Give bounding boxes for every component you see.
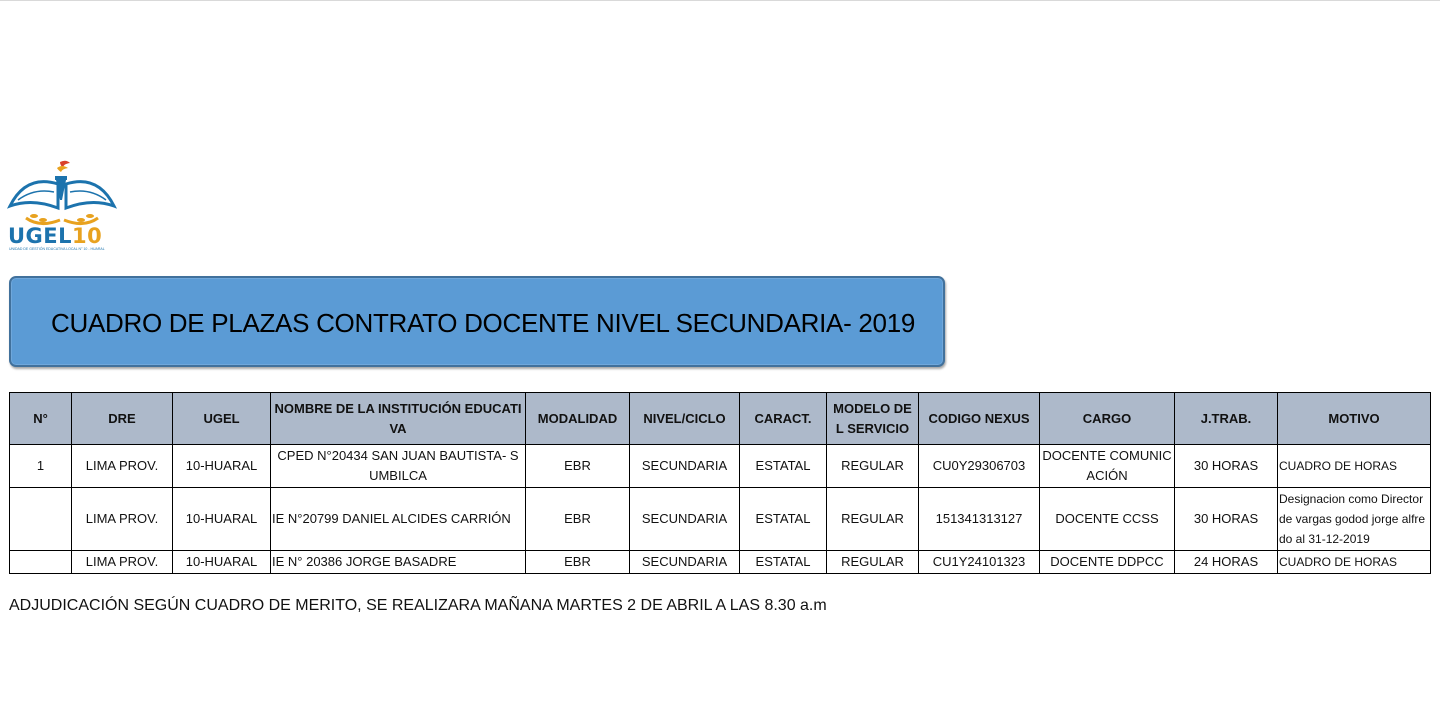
cell-nivel: SECUNDARIA [630,551,740,574]
page-title: CUADRO DE PLAZAS CONTRATO DOCENTE NIVEL SECUNDARIA- 2019 [51,308,916,338]
cell-codigo: 151341313127 [919,488,1040,551]
top-divider [0,0,1440,1]
cell-cargo: DOCENTE CCSS [1040,488,1175,551]
table-row [10,488,1431,551]
cell-nivel: SECUNDARIA [630,445,740,488]
cell-modalidad: EBR [526,445,630,488]
cell-numero [10,551,72,574]
cell-jornada: 24 HORAS [1175,551,1278,574]
col-header-modalidad: MODALIDAD [526,393,630,445]
cell-institucion: IE N°20799 DANIEL ALCIDES CARRIÓN [271,488,526,551]
cell-modelo: REGULAR [827,445,919,488]
cell-modelo: REGULAR [827,488,919,551]
cell-institucion: IE N° 20386 JORGE BASADRE [271,551,526,574]
table-header-row [10,393,1431,445]
open-book-torch-icon [6,158,118,228]
col-header-cargo: CARGO [1040,393,1175,445]
cell-dre: LIMA PROV. [72,551,173,574]
cell-cargo: DOCENTE COMUNICACIÓN [1040,445,1175,488]
col-header-modelo: MODELO DE L SERVICIO [827,393,919,445]
cell-motivo: Designacion como Director de vargas godod jorge alfredo al 31-12-2019 [1278,488,1431,551]
cell-cargo: DOCENTE DDPCC [1040,551,1175,574]
cell-codigo: CU1Y24101323 [919,551,1040,574]
col-header-jornada: J.TRAB. [1175,393,1278,445]
col-header-motivo: MOTIVO [1278,393,1431,445]
cell-ugel: 10-HUARAL [173,488,271,551]
ugel-logo [6,158,118,254]
col-header-numero: N° [10,393,72,445]
col-header-ugel: UGEL [173,393,271,445]
table-row [10,445,1431,488]
col-header-institucion: NOMBRE DE LA INSTITUCIÓN EDUCATIVA [271,393,526,445]
col-header-nivel: NIVEL/CICLO [630,393,740,445]
cell-modalidad: EBR [526,551,630,574]
cell-institucion: CPED N°20434 SAN JUAN BAUTISTA- SUMBILCA [271,445,526,488]
cell-dre: LIMA PROV. [72,445,173,488]
plazas-table [9,392,1431,574]
cell-caract: ESTATAL [740,488,827,551]
cell-jornada: 30 HORAS [1175,445,1278,488]
cell-motivo: CUADRO DE HORAS [1278,551,1431,574]
cell-nivel: SECUNDARIA [630,488,740,551]
cell-modalidad: EBR [526,488,630,551]
cell-numero: 1 [10,445,72,488]
cell-ugel: 10-HUARAL [173,551,271,574]
cell-caract: ESTATAL [740,445,827,488]
logo-subtitle: UNIDAD DE GESTIÓN EDUCATIVA LOCAL N° 10 - HUARAL [9,247,105,251]
cell-numero [10,488,72,551]
cell-motivo: CUADRO DE HORAS [1278,445,1431,488]
cell-codigo: CU0Y29306703 [919,445,1040,488]
cell-modelo: REGULAR [827,551,919,574]
table-row [10,551,1431,574]
col-header-caract: CARACT. [740,393,827,445]
cell-dre: LIMA PROV. [72,488,173,551]
cell-ugel: 10-HUARAL [173,445,271,488]
col-header-codigo: CODIGO NEXUS [919,393,1040,445]
adjudication-note: ADJUDICACIÓN SEGÚN CUADRO DE MERITO, SE REALIZARA MAÑANA MARTES 2 DE ABRIL A LAS 8.30 a.m [9,597,827,614]
cell-jornada: 30 HORAS [1175,488,1278,551]
col-header-dre: DRE [72,393,173,445]
logo-wordmark: UGEL10 [8,224,103,248]
cell-caract: ESTATAL [740,551,827,574]
title-banner [9,276,945,367]
